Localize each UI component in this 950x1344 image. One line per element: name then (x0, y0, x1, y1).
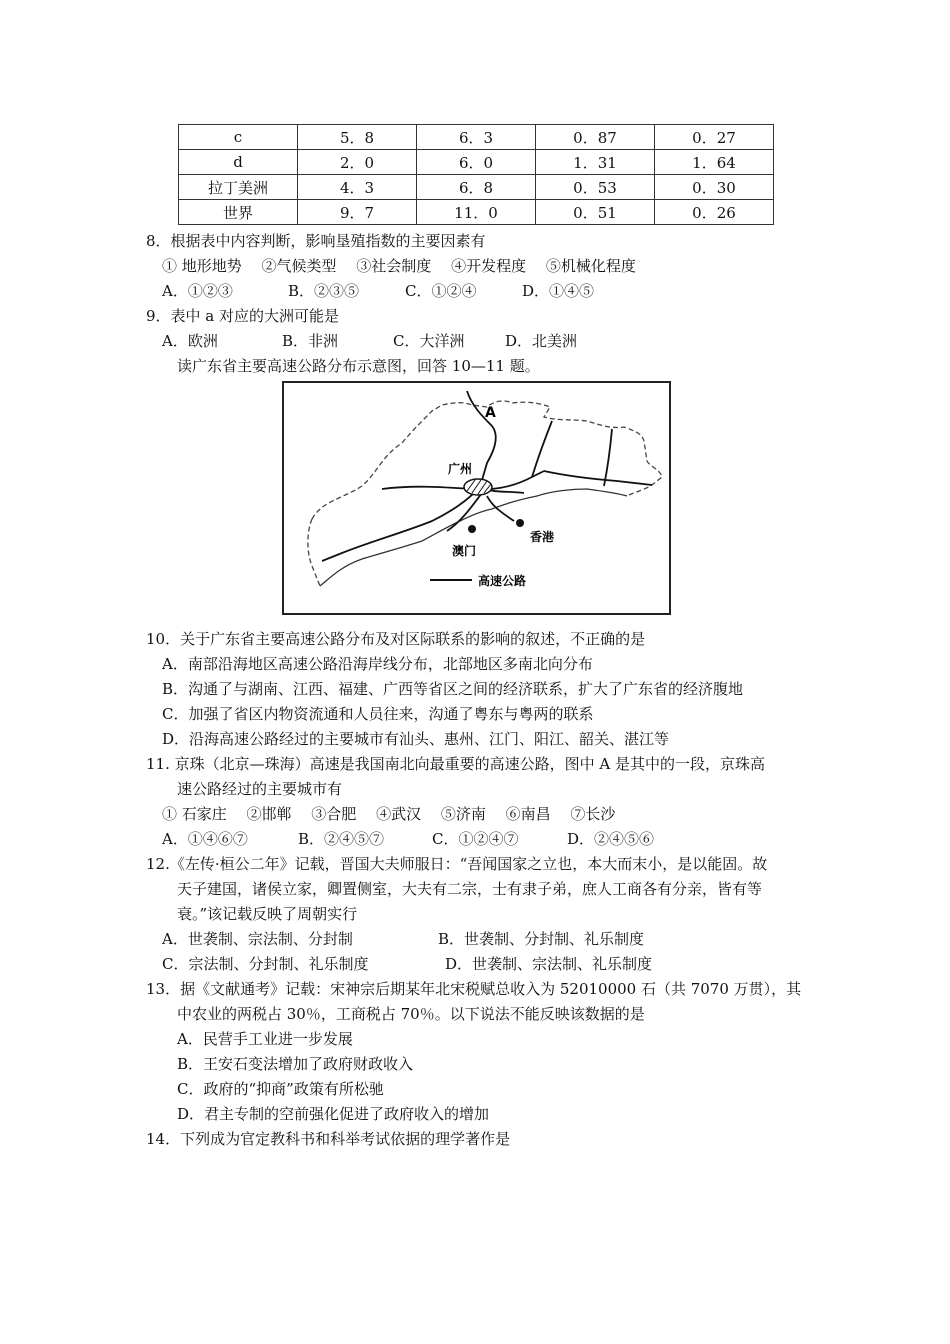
map-intro: 读广东省主要高速公路分布示意图，回答 10—11 题。 (177, 357, 540, 375)
q8-items: ① 地形地势 ②气候类型 ③社会制度 ④开发程度 ⑤机械化程度 (162, 257, 636, 275)
table-cell: 世界 (179, 200, 298, 225)
q11-option-c: C．①②④⑦ (432, 830, 519, 848)
legend-label: 高速公路 (478, 574, 527, 588)
guangdong-highway-map (282, 381, 671, 615)
q11-items: ① 石家庄 ②邯郸 ③合肥 ④武汉 ⑤济南 ⑥南昌 ⑦长沙 (162, 805, 616, 823)
table-row (179, 150, 774, 175)
table-cell: 0．27 (655, 125, 774, 150)
table-cell: 拉丁美洲 (179, 175, 298, 200)
q10-option-a: A．南部沿海地区高速公路沿海岸线分布，北部地区多南北向分布 (162, 655, 593, 673)
table-row (179, 200, 774, 225)
q8-option-a: A．①②③ (162, 282, 233, 300)
guangzhou-marker (464, 479, 492, 495)
table-cell: 1．31 (536, 150, 655, 175)
table-cell: 0．51 (536, 200, 655, 225)
q13-option-b: B．王安石变法增加了政府财政收入 (177, 1055, 414, 1073)
table-cell: d (179, 150, 298, 175)
q11-option-a: A．①④⑥⑦ (162, 830, 248, 848)
q11-stem-line2: 速公路经过的主要城市有 (177, 780, 343, 798)
table-cell: 6．0 (417, 150, 536, 175)
q12-line2: 天子建国，诸侯立家，卿置侧室，大夫有二宗，士有隶子弟，庶人工商各有分亲，皆有等 (177, 880, 763, 898)
q9-option-c: C．大洋洲 (393, 332, 465, 350)
q13-option-a: A．民营手工业进一步发展 (177, 1030, 353, 1048)
table-cell: 5．8 (298, 125, 417, 150)
q8-option-c: C．①②④ (405, 282, 477, 300)
macau-dot (468, 525, 476, 533)
label-guangzhou: 广州 (448, 462, 473, 476)
q12-option-b: B．世袭制、分封制、礼乐制度 (438, 930, 645, 948)
q13-option-d: D．君主专制的空前强化促进了政府收入的增加 (177, 1105, 490, 1123)
q10-option-c: C．加强了省区内物资流通和人员往来，沟通了粤东与粤两的联系 (162, 705, 594, 723)
q9-option-b: B．非洲 (282, 332, 339, 350)
q12-option-c: C．宗法制、分封制、礼乐制度 (162, 955, 369, 973)
q9-option-a: A．欧洲 (162, 332, 218, 350)
q12-line1: 12.《左传·桓公二年》记载，晋国大夫师服日：“吾闻国家之立也，本大而末小，是以能固。故 (146, 855, 768, 873)
q9-option-d: D．北美洲 (505, 332, 578, 350)
q12-line3: 衰。”该记载反映了周朝实行 (177, 905, 358, 923)
q10-option-d: D．沿海高速公路经过的主要城市有汕头、惠州、江门、阳江、韶关、湛江等 (162, 730, 670, 748)
table-row (179, 125, 774, 150)
table-cell: 1．64 (655, 150, 774, 175)
table-cell: 6．8 (417, 175, 536, 200)
q11-option-d: D．②④⑤⑥ (567, 830, 655, 848)
q11-option-b: B．②④⑤⑦ (298, 830, 385, 848)
table-cell: 11．0 (417, 200, 536, 225)
label-a: A (485, 405, 496, 421)
q11-stem-line1: 11. 京珠（北京—珠海）高速是我国南北向最重要的高速公路，图中 A 是其中的一段，京珠高 (146, 755, 765, 773)
table-cell: 0．30 (655, 175, 774, 200)
q10-stem: 10．关于广东省主要高速公路分布及对区际联系的影响的叙述，不正确的是 (146, 630, 646, 648)
label-macau: 澳门 (452, 544, 477, 558)
table-cell: 9．7 (298, 200, 417, 225)
table-cell: 0．26 (655, 200, 774, 225)
table-cell: 0．87 (536, 125, 655, 150)
data-table (178, 124, 774, 225)
q8-option-d: D．①④⑤ (522, 282, 595, 300)
q14-stem: 14．下列成为官定教科书和科举考试依据的理学著作是 (146, 1130, 511, 1148)
map-frame (283, 382, 670, 614)
q8-stem: 8．根据表中内容判断，影响垦殖指数的主要因素有 (146, 232, 486, 250)
table-row (179, 175, 774, 200)
q10-option-b: B．沟通了与湖南、江西、福建、广西等省区之间的经济联系，扩大了广东省的经济腹地 (162, 680, 744, 698)
table-cell: 2．0 (298, 150, 417, 175)
hongkong-dot (516, 519, 524, 527)
q12-option-a: A．世袭制、宗法制、分封制 (162, 930, 353, 948)
q13-line2: 中农业的两税占 30％，工商税占 70％。以下说法不能反映该数据的是 (177, 1005, 645, 1023)
label-hongkong: 香港 (530, 530, 555, 544)
q12-option-d: D．世袭制、宗法制、礼乐制度 (445, 955, 653, 973)
table-cell: 0．53 (536, 175, 655, 200)
table-cell: 4．3 (298, 175, 417, 200)
q9-stem: 9．表中 a 对应的大洲可能是 (146, 307, 340, 325)
q8-option-b: B．②③⑤ (288, 282, 360, 300)
table-cell: 6．3 (417, 125, 536, 150)
table-cell: c (179, 125, 298, 150)
q13-option-c: C．政府的“抑商”政策有所松驰 (177, 1080, 384, 1098)
q13-line1: 13．据《文献通考》记载：宋神宗后期某年北宋税赋总收入为 52010000 石（共 7070 万贯），其 (146, 980, 802, 998)
